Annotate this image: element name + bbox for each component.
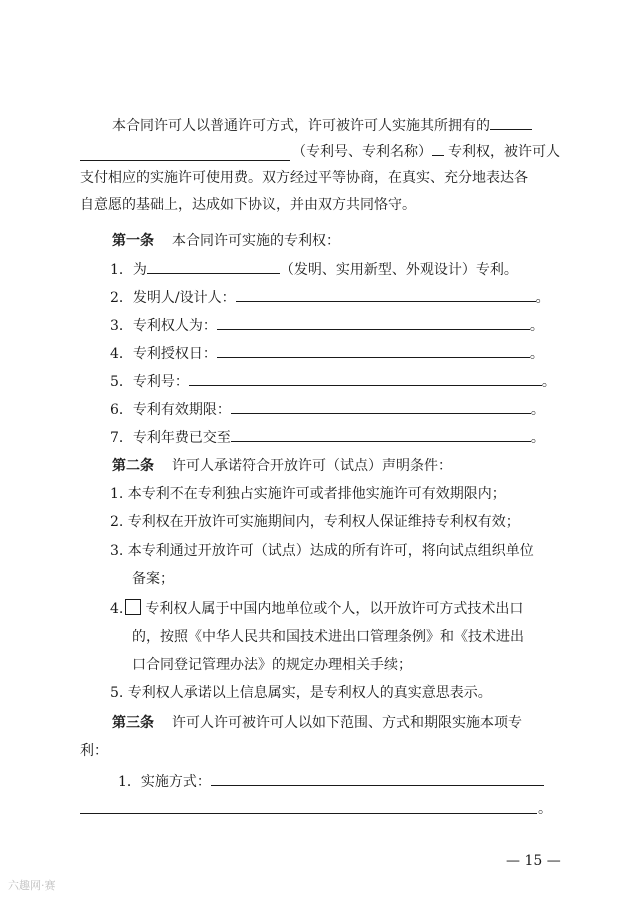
- article-2-heading: 第二条 许可人承诺符合开放许可（试点）声明条件：: [112, 458, 452, 474]
- blank-implementation-method[interactable]: [211, 771, 544, 786]
- article-2-condition-4: 4. 专利权人属于中国内地单位或个人，以开放许可方式技术出口: [110, 601, 524, 617]
- page-number: — 15 —: [506, 853, 561, 869]
- watermark: 六趣网·赛: [8, 879, 56, 892]
- article-3-heading-cont: 利：: [80, 743, 108, 759]
- blank-validity-period[interactable]: [231, 399, 531, 414]
- article-2-condition-4-cont-2: 口合同登记管理办法》的规定办理相关手续；: [132, 657, 412, 673]
- article-2-condition-5: 5. 专利权人承诺以上信息属实，是专利权人的真实意思表示。: [110, 685, 492, 701]
- article-2-condition-3-cont: 备案；: [132, 571, 174, 587]
- intro-line-4: 自意愿的基础上，达成如下协议，并由双方共同恪守。: [80, 197, 416, 213]
- blank-patent-line[interactable]: [80, 160, 290, 161]
- article-1-heading: 第一条 本合同许可实施的专利权：: [112, 233, 340, 249]
- condition-4-checkbox[interactable]: [125, 599, 141, 615]
- article-1-item-6: 6．专利有效期限： 。: [110, 399, 545, 420]
- article-2-condition-2: 2. 专利权在开放许可实施期间内，专利权人保证维持专利权有效；: [110, 514, 520, 530]
- article-3-item-1-end: 。: [538, 801, 552, 817]
- article-1-item-1: 1．为 （发明、实用新型、外观设计）专利。: [110, 259, 518, 280]
- blank-implementation-method-cont[interactable]: [80, 813, 537, 814]
- article-1-item-2: 2．发明人/设计人： 。: [110, 287, 550, 308]
- blank-patent-number[interactable]: [189, 371, 542, 386]
- article-1-item-5: 5．专利号： 。: [110, 371, 556, 392]
- article-3-item-1: 1．实施方式：: [118, 771, 544, 792]
- article-1-item-7: 7．专利年费已交至 。: [110, 427, 545, 448]
- article-2-condition-3: 3. 本专利通过开放许可（试点）达成的所有许可，将向试点组织单位: [110, 543, 534, 559]
- blank-annual-fee[interactable]: [231, 427, 531, 442]
- blank-patent-type[interactable]: [147, 259, 280, 274]
- article-2-condition-1: 1. 本专利不在专利独占实施许可或者排他实施许可有效期限内；: [110, 486, 506, 502]
- article-1-item-3: 3．专利权人为： 。: [110, 315, 544, 336]
- article-2-condition-4-cont-1: 的，按照《中华人民共和国技术进出口管理条例》和《技术进出: [132, 629, 524, 645]
- intro-line-2: （专利号、专利名称） 专利权，被许可人: [292, 141, 560, 162]
- article-3-heading: 第三条 许可人许可被许可人以如下范围、方式和期限实施本项专: [112, 715, 522, 731]
- article-1-item-4: 4．专利授权日： 。: [110, 343, 544, 364]
- blank-inventor[interactable]: [236, 287, 536, 302]
- blank-patentee[interactable]: [217, 315, 530, 330]
- intro-line-1: 本合同许可人以普通许可方式，许可被许可人实施其所拥有的: [112, 115, 532, 136]
- blank-grant-date[interactable]: [217, 343, 530, 358]
- blank-patent-owner[interactable]: [490, 115, 532, 130]
- intro-line-3: 支付相应的实施许可使用费。双方经过平等协商，在真实、充分地表达各: [80, 170, 528, 186]
